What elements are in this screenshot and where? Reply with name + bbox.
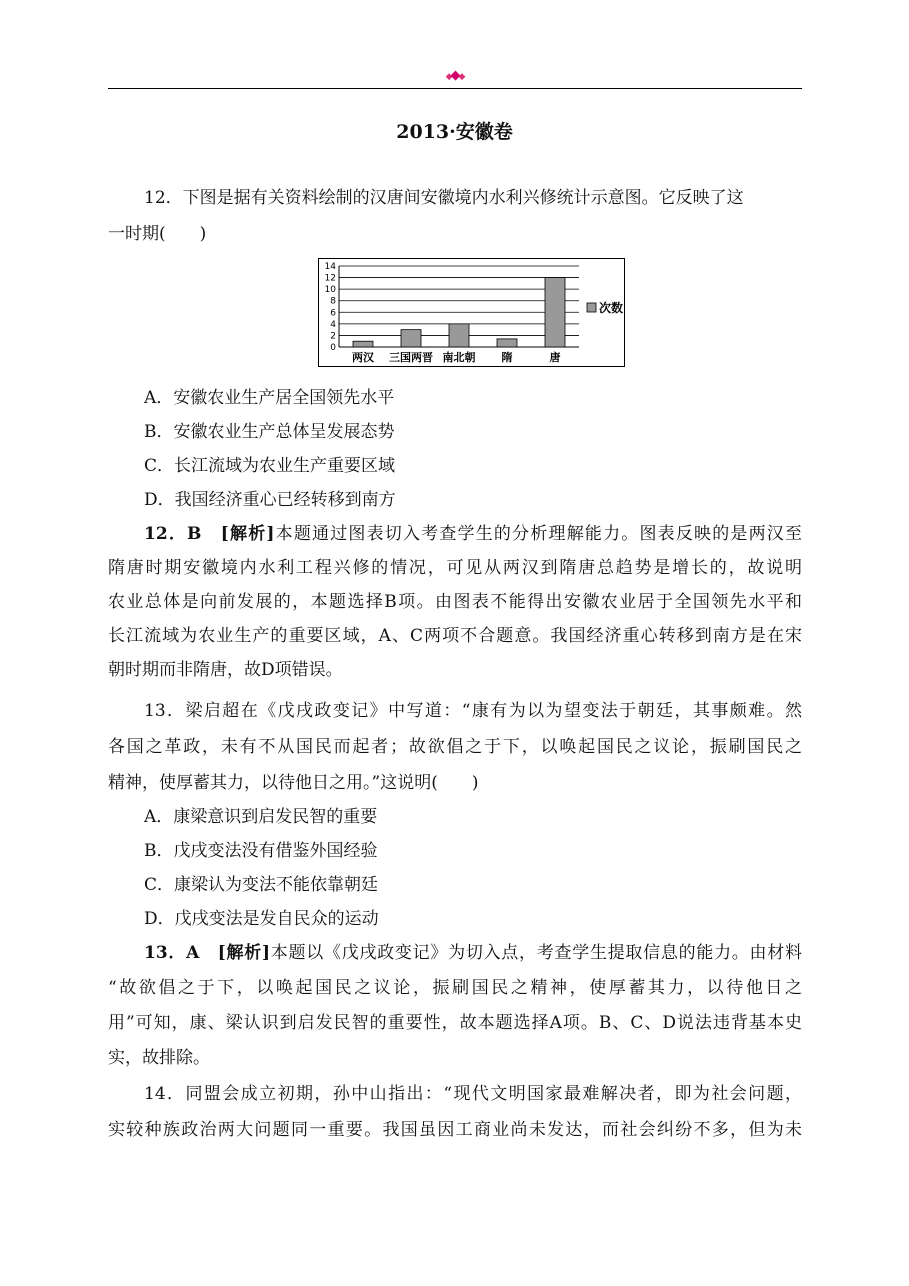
q13-option-d: D．戊戌变法是发自民众的运动	[144, 909, 379, 929]
q13-option-c: C．康梁认为变法不能依靠朝廷	[144, 875, 379, 895]
y-tick-label: 10	[324, 285, 336, 296]
q12-answer-line-3: 农业总体是向前发展的，本题选择B项。由图表不能得出安徽农业居于全国领先水平和	[108, 592, 802, 612]
q13-answer-line-3: 用”可知，康、梁认识到启发民智的重要性，故本题选择A项。B、C、D说法违背基本史	[108, 1013, 802, 1033]
q12-answer-line-1	[144, 522, 802, 546]
x-tick-label: 隋	[501, 351, 513, 364]
y-tick-label: 12	[324, 273, 336, 284]
q13-answer-label: 13．A [解析]	[144, 943, 271, 963]
q13-answer-text: 本题以《戊戌政变记》为切入点，考查学生提取信息的能力。由材料	[270, 943, 802, 963]
q13-stem-line-2: 各国之革政，未有不从国民而起者；故欲倡之于下，以唤起国民之议论，振刷国民之	[108, 737, 802, 757]
header-ornament: ◆◆◆	[445, 68, 464, 83]
q12-answer-line-5: 朝时期而非隋唐，故D项错误。	[108, 660, 343, 680]
q14-stem-line-1: 14．同盟会成立初期，孙中山指出：“现代文明国家最难解决者，即为社会问题，	[144, 1084, 802, 1104]
section-title: 2013·安徽卷	[396, 121, 513, 143]
y-tick-label: 6	[330, 308, 336, 319]
bar-2	[401, 330, 421, 347]
y-tick-label: 2	[330, 331, 336, 342]
legend-label: 次数	[599, 301, 624, 315]
q12-option-a: A．安徽农业生产居全国领先水平	[144, 388, 395, 408]
q13-stem-line-3: 精神，使厚蓄其力，以待他日之用。”这说明( )	[108, 773, 479, 793]
y-tick-label: 14	[324, 262, 336, 272]
q12-option-c: C．长江流域为农业生产重要区域	[144, 456, 396, 476]
q13-stem-line-1: 13．梁启超在《戊戌政变记》中写道：“康有为以为望变法于朝廷，其事颇难。然	[144, 701, 802, 721]
header-rule	[108, 88, 802, 89]
bar-5	[545, 278, 565, 347]
bar-1	[353, 341, 373, 347]
y-tick-label: 4	[330, 319, 336, 330]
y-tick-label: 8	[330, 296, 336, 307]
q13-option-a: A．康梁意识到启发民智的重要	[144, 807, 378, 827]
q13-answer-line-2: “故欲倡之于下，以唤起国民之议论，振刷国民之精神，使厚蓄其力，以待他日之	[108, 978, 802, 998]
q14-stem-line-2: 实较种族政治两大问题同一重要。我国虽因工商业尚未发达，而社会纠纷不多，但为未	[108, 1120, 802, 1140]
q13-option-b: B．戊戌变法没有借鉴外国经验	[144, 841, 378, 861]
q12-option-b: B．安徽农业生产总体呈发展态势	[144, 422, 395, 442]
water-works-bar-chart	[318, 258, 625, 367]
q12-stem-line-1: 12．下图是据有关资料绘制的汉唐间安徽境内水利兴修统计示意图。它反映了这	[144, 188, 744, 208]
q12-answer-line-4: 长江流域为农业生产的重要区域，A、C两项不合题意。我国经济重心转移到南方是在宋	[108, 626, 802, 646]
legend-swatch	[587, 303, 596, 312]
bar-3	[449, 324, 469, 347]
bar-4	[497, 339, 517, 347]
q13-answer-line-1	[144, 941, 802, 965]
q12-answer-line-2: 隋唐时期安徽境内水利工程兴修的情况，可见从两汉到隋唐总趋势是增长的，故说明	[108, 558, 802, 578]
x-tick-label: 三国两晋	[389, 351, 433, 364]
q13-answer-line-4: 实，故排除。	[108, 1048, 210, 1068]
q12-answer-label: 12．B [解析]	[144, 524, 275, 544]
x-tick-label: 唐	[549, 351, 561, 364]
x-tick-label: 两汉	[352, 351, 374, 364]
q12-option-d: D．我国经济重心已经转移到南方	[144, 490, 396, 510]
x-tick-label: 南北朝	[442, 351, 476, 364]
q12-stem-line-2: 一时期( )	[108, 224, 207, 244]
chart-canvas	[319, 259, 624, 366]
y-tick-label: 0	[330, 343, 336, 353]
q12-answer-text: 本题通过图表切入考查学生的分析理解能力。图表反映的是两汉至	[274, 524, 802, 544]
